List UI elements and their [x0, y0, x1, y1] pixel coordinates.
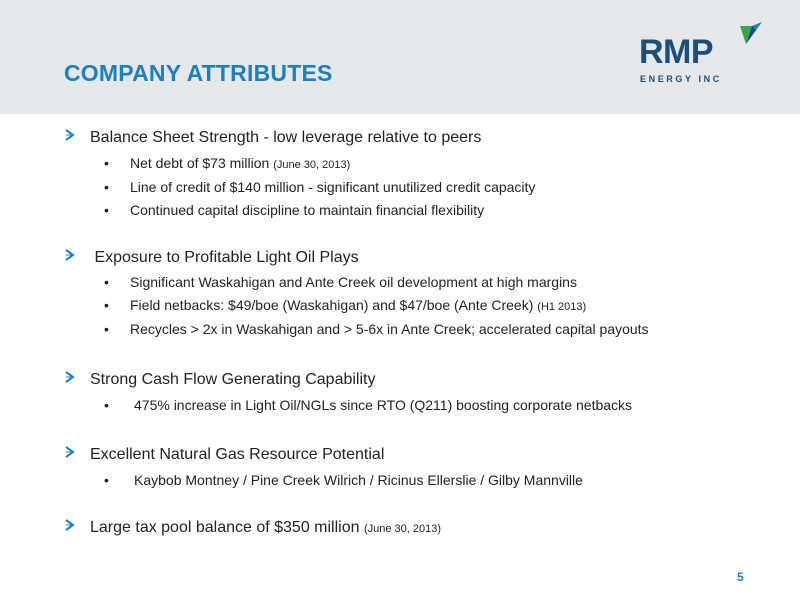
- bullet-dot-icon: •: [104, 297, 109, 313]
- page-number: 5: [737, 570, 744, 584]
- list-item: • Kaybob Montney / Pine Creek Wilrich / Ricinus Ellerslie / Gilby Mannville: [104, 472, 583, 488]
- bullet-dot-icon: •: [104, 155, 109, 171]
- list-item: • Continued capital discipline to maintain financial flexibility: [104, 202, 485, 218]
- bullet-dot-icon: •: [104, 274, 109, 290]
- list-item: • Recycles > 2x in Waskahigan and > 5-6x in Ante Creek; accelerated capital payouts: [104, 321, 649, 337]
- bullet-dot-icon: •: [104, 321, 109, 337]
- list-item: • Significant Waskahigan and Ante Creek oil development at high margins: [104, 274, 577, 290]
- list-item: • Line of credit of $140 million - significant unutilized credit capacity: [104, 179, 536, 195]
- arrow-bullet-icon: [64, 446, 80, 458]
- bullet-dot-icon: •: [104, 397, 109, 413]
- arrow-bullet-icon: [64, 249, 80, 261]
- arrow-bullet-icon: [64, 129, 80, 141]
- section-heading: Excellent Natural Gas Resource Potential: [64, 446, 384, 464]
- section-heading: Balance Sheet Strength - low leverage relative to peers: [64, 129, 481, 147]
- section-heading: Large tax pool balance of $350 million (June 30, 2013): [64, 519, 441, 537]
- arrow-bullet-icon: [64, 519, 80, 531]
- bullet-dot-icon: •: [104, 472, 109, 488]
- list-item: • Field netbacks: $49/boe (Waskahigan) and $47/boe (Ante Creek) (H1 2013): [104, 297, 587, 313]
- list-item: • Net debt of $73 million (June 30, 2013): [104, 155, 351, 171]
- section-heading: Strong Cash Flow Generating Capability: [64, 371, 375, 389]
- section-heading: Exposure to Profitable Light Oil Plays: [64, 249, 359, 267]
- slide-title: COMPANY ATTRIBUTES: [64, 60, 333, 86]
- bullet-dot-icon: •: [104, 179, 109, 195]
- arrow-bullet-icon: [64, 371, 80, 383]
- list-item: • 475% increase in Light Oil/NGLs since RTO (Q211) boosting corporate netbacks: [104, 397, 633, 413]
- logo-wordmark: RMP: [639, 33, 714, 71]
- logo-subtitle: ENERGY INC: [640, 74, 722, 84]
- bullet-dot-icon: •: [104, 202, 109, 218]
